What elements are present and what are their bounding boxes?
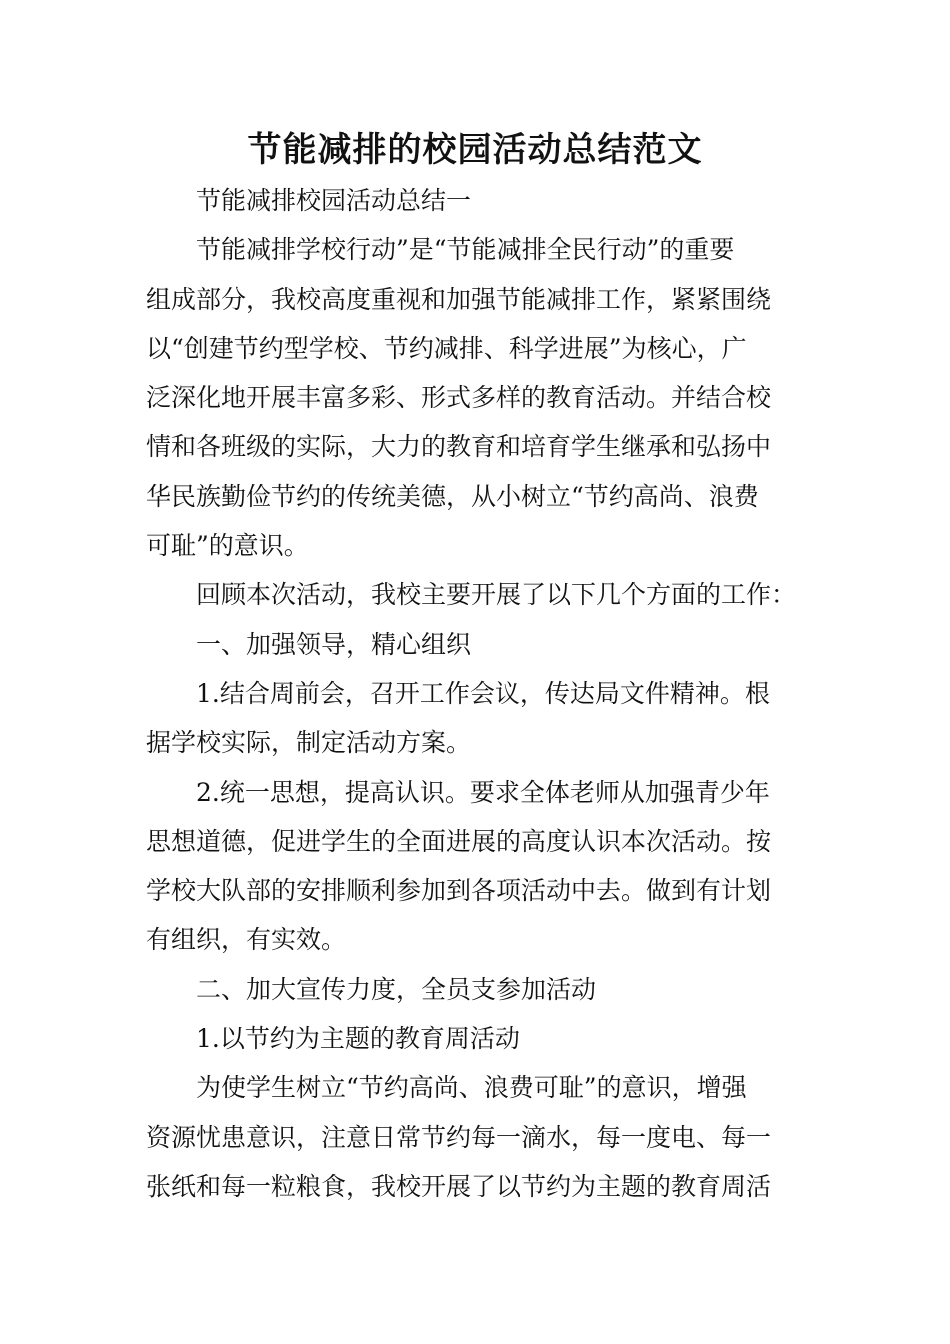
paragraph [146,620,806,669]
paragraph-line: 组成部分，我校高度重视和加强节能减排工作，紧紧围绕 [146,284,772,314]
paragraph-line: 为使学生树立“节约高尚、浪费可耻”的意识，增强 [196,1073,747,1103]
paragraph-line: 据学校实际，制定活动方案。 [146,728,472,758]
paragraph-line: 泛深化地开展丰富多彩、形式多样的教育活动。并结合校 [146,383,772,413]
paragraph-line: 张纸和每一粒粮食，我校开展了以节约为主题的教育周活 [146,1171,772,1201]
document-body [146,176,806,1211]
paragraph-line: 可耻”的意识。 [146,531,309,561]
paragraph-line: 节能减排学校行动”是“节能减排全民行动”的重要 [196,235,735,265]
paragraph-line: 节能减排校园活动总结一 [196,186,472,215]
paragraph [146,176,806,225]
paragraph-line: 学校大队部的安排顺利参加到各项活动中去。做到有计划 [146,876,772,906]
paragraph [146,965,806,1014]
paragraph-line: 一、加强领导，精心组织 [196,629,472,659]
paragraph [146,225,806,570]
paragraph-line: 情和各班级的实际，大力的教育和培育学生继承和弘扬中 [146,432,772,462]
paragraph [146,1063,806,1211]
paragraph-line: 思想道德，促进学生的全面进展的高度认识本次活动。按 [146,826,772,856]
paragraph-line: 2.统一思想，提高认识。要求全体老师从加强青少年 [196,777,770,807]
paragraph-line: 1.结合周前会，召开工作会议，传达局文件精神。根 [196,678,770,708]
paragraph-line: 1.以节约为主题的教育周活动 [196,1024,520,1054]
paragraph-line: 回顾本次活动，我校主要开展了以下几个方面的工作： [196,580,797,610]
paragraph-line: 有组织，有实效。 [146,925,347,955]
paragraph [146,768,806,965]
document-title: 节能减排的校园活动总结范文 [247,130,703,170]
paragraph [146,1014,806,1063]
paragraph-line: 华民族勤俭节约的传统美德，从小树立“节约高尚、浪费 [146,481,759,511]
paragraph-line: 二、加大宣传力度，全员支参加活动 [196,974,597,1004]
paragraph [146,669,806,768]
paragraph [146,570,806,619]
paragraph-line: 以“创建节约型学校、节约减排、科学进展”为核心，广 [146,333,747,363]
paragraph-line: 资源忧患意识，注意日常节约每一滴水，每一度电、每一 [146,1122,772,1152]
